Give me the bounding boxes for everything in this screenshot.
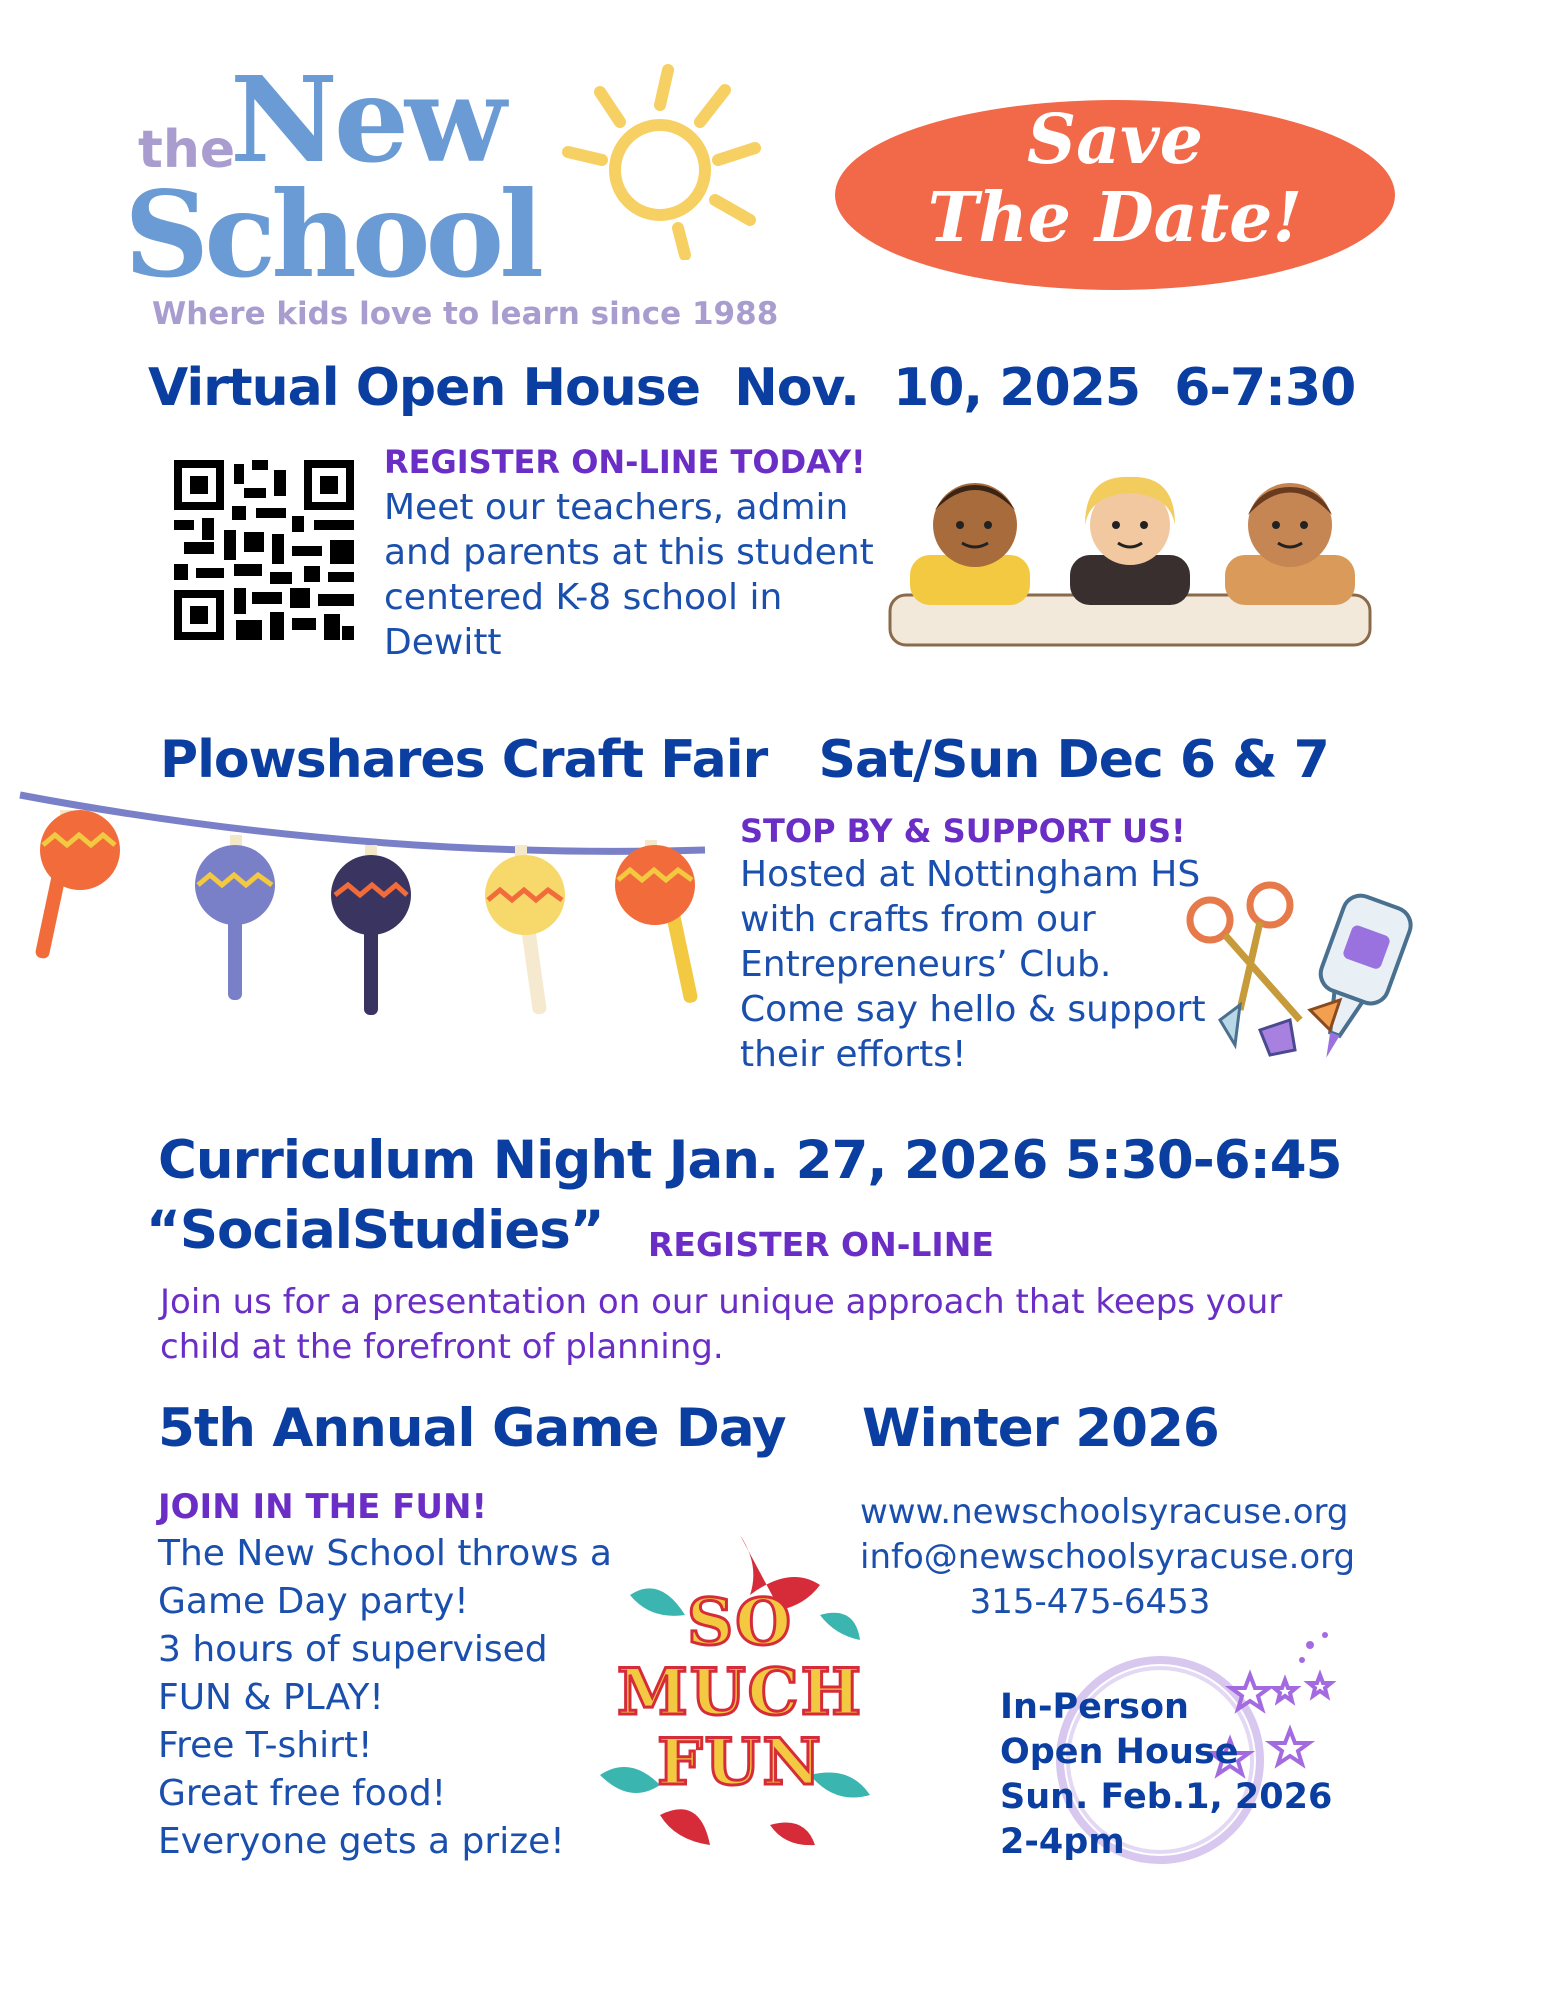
game-line: The New School throws a [158, 1533, 612, 1574]
logo-tagline: Where kids love to learn since 1988 [152, 296, 779, 332]
contact-block [860, 1490, 1356, 1625]
craft-line: with crafts from our [740, 899, 1096, 940]
logo-school: School [124, 165, 540, 304]
in-person-open-house [1000, 1685, 1332, 1865]
curriculum-line: Join us for a presentation on our unique approach that keeps your [160, 1282, 1283, 1322]
so-much-fun-line3: FUN [657, 1725, 823, 1800]
craft-description [740, 852, 1206, 1077]
craft-line: Come say hello & support [740, 989, 1206, 1030]
game-line: Everyone gets a prize! [158, 1821, 565, 1862]
sun-icon [560, 60, 770, 260]
virtual-open-house-heading: Virtual Open House Nov. 10, 2025 6-7:30 [148, 358, 1356, 418]
virtual-line: centered K-8 school in [384, 577, 783, 618]
in-person-line: 2-4pm [1000, 1822, 1125, 1862]
game-day-description [158, 1530, 612, 1866]
curriculum-register-text: REGISTER ON-LINE [648, 1225, 994, 1264]
email-link[interactable]: info@newschoolsyracuse.org [860, 1537, 1356, 1577]
curriculum-line: child at the forefront of planning. [160, 1327, 724, 1367]
scissors-glue-illustration [1180, 870, 1430, 1070]
so-much-fun-line1: SO [687, 1585, 793, 1660]
curriculum-night-heading: Curriculum Night Jan. 27, 2026 5:30-6:45 [158, 1130, 1342, 1191]
virtual-description [384, 485, 874, 665]
craft-support-text: STOP BY & SUPPORT US! [740, 812, 1186, 850]
craft-line: Hosted at Nottingham HS [740, 854, 1201, 895]
maracas-garland-illustration [15, 790, 715, 1040]
phone-number[interactable]: 315-475-6453 [969, 1582, 1211, 1622]
kids-illustration [880, 455, 1380, 655]
virtual-line: Dewitt [384, 622, 502, 663]
game-line: 3 hours of supervised [158, 1629, 548, 1670]
save-the-date-line1: Save [1027, 100, 1203, 180]
so-much-fun-line2: MUCH [616, 1655, 864, 1730]
craft-fair-heading: Plowshares Craft Fair Sat/Sun Dec 6 & 7 [160, 730, 1329, 790]
game-day-season: Winter 2026 [862, 1398, 1219, 1459]
game-line: FUN & PLAY! [158, 1677, 384, 1718]
game-line: Game Day party! [158, 1581, 469, 1622]
virtual-line: Meet our teachers, admin [384, 487, 849, 528]
curriculum-description [160, 1280, 1282, 1370]
virtual-line: and parents at this student [384, 532, 874, 573]
logo-the: the [138, 120, 236, 180]
game-line: Free T-shirt! [158, 1725, 373, 1766]
save-the-date-line2: The Date! [927, 178, 1303, 258]
game-day-heading: 5th Annual Game Day [158, 1398, 786, 1459]
curriculum-topic: “SocialStudies” [146, 1200, 604, 1261]
qr-code[interactable] [174, 460, 354, 640]
game-line: Great free food! [158, 1773, 447, 1814]
craft-line: their efforts! [740, 1034, 967, 1075]
logo-new: New [230, 50, 503, 189]
craft-line: Entrepreneurs’ Club. [740, 944, 1112, 985]
in-person-line: Open House [1000, 1732, 1239, 1772]
in-person-line: In-Person [1000, 1687, 1189, 1727]
game-day-join-text: JOIN IN THE FUN! [158, 1487, 487, 1527]
website-link[interactable]: www.newschoolsyracuse.org [860, 1492, 1349, 1532]
virtual-register-text: REGISTER ON-LINE TODAY! [384, 443, 866, 481]
in-person-line: Sun. Feb.1, 2026 [1000, 1777, 1333, 1817]
